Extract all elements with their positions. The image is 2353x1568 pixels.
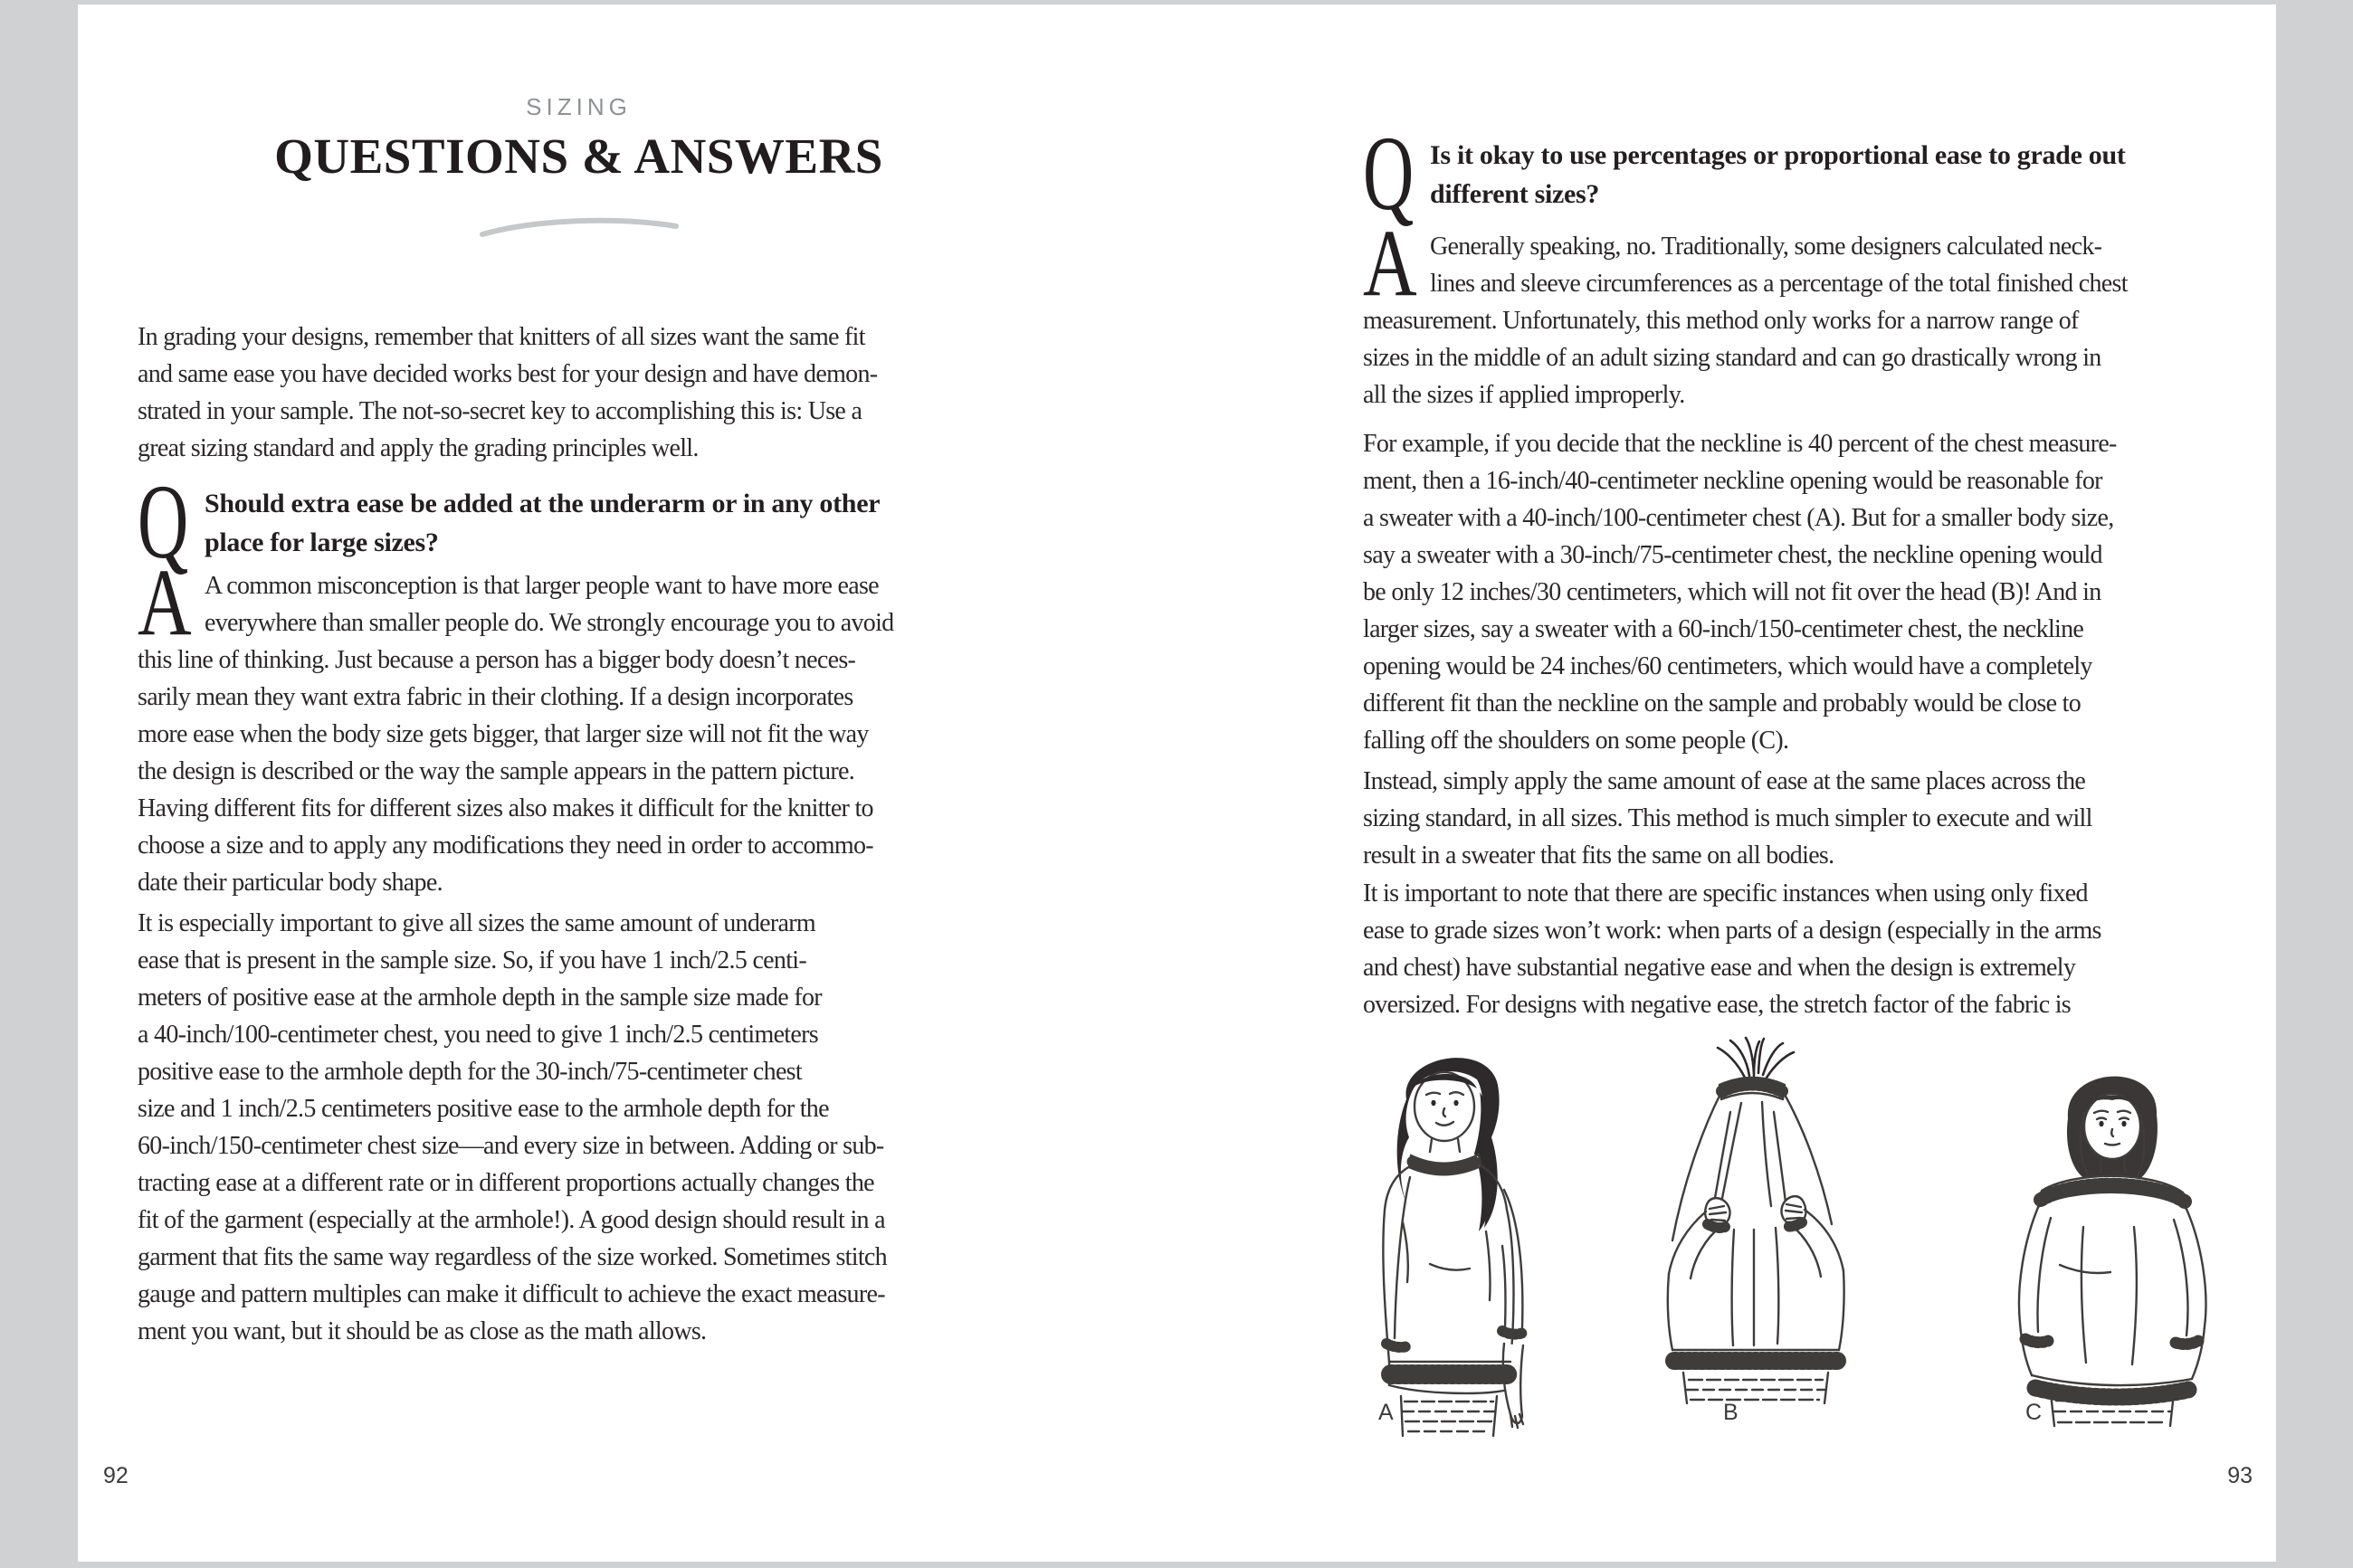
figure-label: B	[1723, 1400, 1739, 1425]
body-paragraph: Instead, simply apply the same amount of ease at the same places across the sizing standard, in all sizes. This method is much simpler to execute and will result in a sweater that fits the same on all bodies.	[1363, 767, 2092, 870]
page-title: QUESTIONS & ANSWERS	[274, 128, 883, 184]
left-page-column	[138, 5, 1020, 1562]
answer-dropcap: A	[1363, 210, 1417, 316]
figure-label: C	[2025, 1400, 2043, 1425]
book-page-spread	[78, 5, 2276, 1562]
intro-paragraph: In grading your designs, remember that knitters of all sizes want the same fit and same ease you have decided works best for your design and have demon- strated in your sample. The not-so-secret key to accomplishing this is: Use a great sizing standard and apply the grading principles well.	[138, 323, 878, 462]
question-block	[138, 462, 1020, 581]
sweater-stuck-over-head-illustration	[1616, 1036, 1897, 1407]
sweater-fits-illustration	[1350, 1029, 1567, 1449]
question-dropcap: Q	[1363, 114, 1415, 233]
body-paragraph: It is especially important to give all sizes the same amount of underarm ease that is present in the sample size. So, if you have 1 inch/2.5 centi- meters of positive ease at the armhole depth in the sample size made for a 40-inch/100-centimeter chest, you need to give 1 inch/2.5 centimeters positive ease to the armhole depth for the 30-inch/75-centimeter chest size and 1 inch/2.5 centimeters positive ease to the armhole depth for the 60-inch/150-centimeter chest size—and every size in between. Adding or sub- tracting ease at a different rate or in different proportions actually changes the fit of the garment (especially at the armhole!). A good design should result in a garment that fits the same way regardless of the size worked. Sometimes stitch gauge and pattern multiples can make it difficult to achieve the exact measure- ment you want, but it should be as close as the math allows.	[138, 909, 887, 1345]
answer-text: A common misconception is that larger people want to have more ease everywhere than smaller people do. We strongly encourage you to avoid this line of thinking. Just because a person has a bigger body doesn’t neces- sarily mean they want extra fabric in their clothing. If a design incorporates more ease when the body size gets bigger, that larger size will not fit the way the design is described or the way the sample appears in the pattern picture. Having different fits for different sizes also makes it difficult for the knitter to choose a size and to apply any modifications they need in order to accommo- date their particular body shape.	[138, 572, 894, 897]
page-number-left: 92	[103, 1463, 129, 1488]
question-block	[1363, 114, 2232, 233]
title-flourish-swash	[479, 214, 680, 240]
figure-label: A	[1378, 1400, 1394, 1425]
page-number-right: 93	[2227, 1463, 2253, 1488]
answer-dropcap: A	[138, 549, 192, 655]
question-text: Should extra ease be added at the underarm or in any other place for large sizes?	[205, 489, 881, 557]
body-paragraph: It is important to note that there are specific instances when using only fixed ease to grade sizes won’t work: when parts of a design (especially in the arms and chest) have substantial negative ease and when the design is extremely oversized. For designs with negative ease, the stretch factor of the fabric is	[1363, 879, 2101, 1019]
sweater-falling-off-shoulders-illustration	[1996, 1041, 2227, 1434]
question-text: Is it okay to use percentages or proportional ease to grade out different sizes?	[1430, 140, 2126, 209]
body-paragraph: For example, if you decide that the neckline is 40 percent of the chest measure- ment, then a 16-inch/40-centimeter neckline opening would be reasonable for a sweater with a 40-inch/100-centimeter chest (A). But for a smaller body size, say a sweater with a 30-inch/75-centimeter chest, the neckline opening would be only 12 inches/30 centimeters, which will not fit over the head (B)! And in larger sizes, say a sweater with a 60-inch/150-centimeter chest, the neckline opening would be 24 inches/60 centimeters, which would have a completely different fit than the neckline on the sample and probably would be close to falling off the shoulders on some people (C).	[1363, 430, 2117, 755]
question-dropcap: Q	[138, 462, 189, 581]
answer-block	[1363, 210, 2232, 413]
answer-block	[138, 549, 1020, 901]
answer-text: Generally speaking, no. Traditionally, some designers calculated neck- lines and sleeve circumferences as a percentage of the total finished chest measurement. Unfortunately, this method only works for a narrow range of sizes in the middle of an adult sizing standard and can go drastically wrong in all the sizes if applied improperly.	[1363, 233, 2128, 409]
section-kicker: SIZING	[526, 93, 632, 120]
